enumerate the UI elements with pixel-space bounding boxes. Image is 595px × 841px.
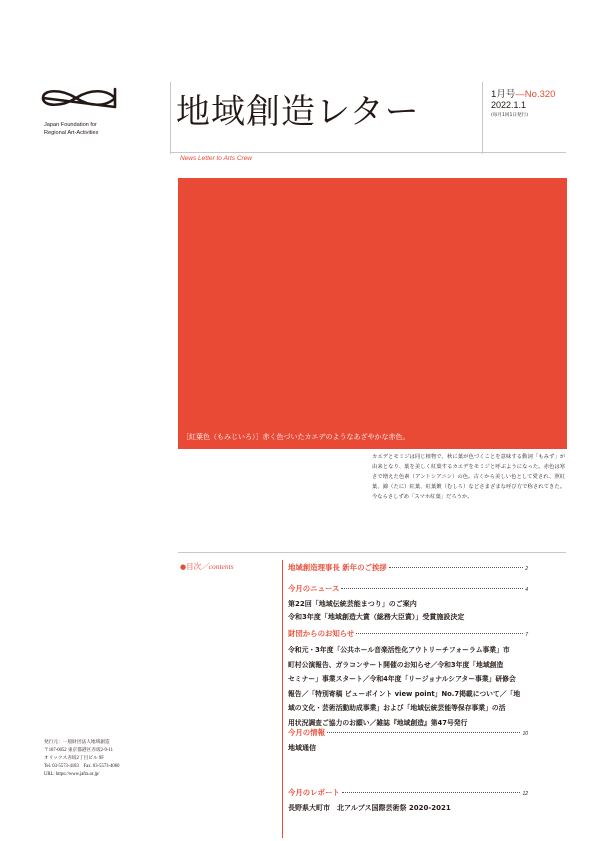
toc-line: 報告／「特別寄稿 ビューポイント view point」No.7掲載について／「地 — [288, 689, 521, 698]
issue-dash: — — [515, 89, 525, 100]
toc-line: 令和元・3年度「公共ホール音楽活性化アウトリーチフォーラム事業」市 — [288, 646, 510, 654]
issue-note: (毎月1回1日発行) — [491, 113, 528, 118]
publisher-url[interactable]: URL: https://www.jafra.or.jp/ — [44, 772, 100, 777]
foundation-logo-icon — [40, 84, 118, 112]
toc-section-title — [288, 787, 528, 798]
header-divider-left — [170, 82, 171, 154]
toc-page-number: 4 — [525, 587, 528, 593]
toc-top-rule — [178, 552, 566, 553]
org-name-en-line2: Regional Art-Activities — [44, 130, 99, 136]
toc-section[interactable] — [288, 562, 528, 573]
contents-heading — [180, 561, 234, 572]
toc-section-title — [288, 583, 528, 594]
contents-heading-ja: 目次 — [186, 562, 202, 571]
toc-section-body — [288, 598, 524, 624]
toc-line: 令和3年度「地域創造大賞（総務大臣賞）」受賞施設決定 — [288, 613, 465, 621]
toc-section-title — [288, 727, 528, 738]
toc-line: セミナー」事業スタート／令和4年度「リージョナルシアター事業」研修会 — [288, 675, 516, 683]
toc-line: 第22回「地域伝統芸能まつり」のご案内 — [288, 600, 417, 608]
publisher-line: 発行元：一般財団法人地域創造 — [44, 740, 110, 745]
toc-title-text: 今月のニュース — [288, 584, 340, 593]
issue-number — [491, 86, 555, 100]
tagline: News Letter to Arts Crew — [180, 155, 253, 162]
page-title: 地域創造レター — [176, 92, 420, 132]
toc-line: 域の文化・芸術活動助成事業」および「地域伝統芸能等保存事業」の活 — [288, 704, 506, 712]
publisher-address: 〒107-0052 東京都港区赤坂2-9-11 — [44, 748, 113, 753]
toc-section[interactable] — [288, 583, 528, 624]
toc-section-body — [288, 802, 524, 815]
toc-title-text: 地域創造理事長 新年のご挨拶 — [288, 563, 387, 572]
header-divider-right — [482, 82, 483, 154]
issue-date: 2022.1.1 — [491, 100, 527, 110]
toc-title-text: 財団からのお知らせ — [288, 629, 355, 638]
toc-divider — [282, 560, 283, 838]
org-name-en-line1: Japan Foundation for — [44, 122, 97, 128]
toc-page-number: 7 — [525, 632, 528, 638]
toc-section-body — [288, 643, 524, 730]
cover-color-block — [178, 178, 567, 449]
toc-line: 用状況調査ご協力のお願い／雑誌『地域創造』第47号発行 — [288, 718, 468, 727]
toc-line: 地域通信 — [288, 744, 316, 752]
toc-line: 町村公演報告、ガラコンサート開催のお知らせ／令和3年度「地域創造 — [288, 660, 504, 669]
issue-no: No.320 — [524, 89, 556, 100]
publisher-info — [44, 739, 119, 779]
contents-heading-en: ／contents — [201, 562, 234, 571]
toc-page-number: 12 — [522, 791, 528, 797]
toc-page-number: 10 — [522, 731, 528, 737]
org-name-en — [44, 121, 154, 137]
cover-body-text: カエデとモミジは同じ植物で、秋に葉が色づくことを意味する動詞「もみず」が由来となり、葉を美しく紅葉するカエデをモミジと呼ぶようになった。赤色は寒さで増えた色素（アントシアニン）の色。古くから美しい色として愛され、照紅葉、錦（たに）紅葉、紅葉鍍（むしろ）などさまざまな呼び方で称されてきた。今ならさしずめ「スマホ紅葉」だろうか。 — [372, 454, 565, 500]
toc-section[interactable] — [288, 628, 528, 730]
contents-bullet-icon: ● — [180, 563, 187, 571]
toc-title-text: 今月のレポート — [288, 788, 340, 797]
publisher-building: オリックス赤坂2丁目ビル 9F — [44, 756, 104, 761]
toc-title-text: 今月の情報 — [288, 728, 325, 737]
toc-section-body — [288, 742, 524, 755]
toc-section-title — [288, 628, 528, 639]
toc-section-title — [288, 562, 528, 573]
toc-line: 長野県大町市 北アルプス国際芸術祭 2020-2021 — [288, 804, 451, 812]
issue-month: 1月号 — [491, 89, 516, 100]
cover-caption: ［紅葉色（もみじいろ）］赤く色づいたカエデのようなあざやかな赤色。 — [182, 433, 410, 441]
toc-section[interactable] — [288, 787, 528, 815]
publisher-phone: Tel. 03-5573-4183 Fax. 03-5573-4060 — [44, 764, 120, 769]
toc-page-number: 2 — [525, 566, 528, 572]
header-rule — [170, 152, 566, 153]
toc-section[interactable] — [288, 727, 528, 755]
